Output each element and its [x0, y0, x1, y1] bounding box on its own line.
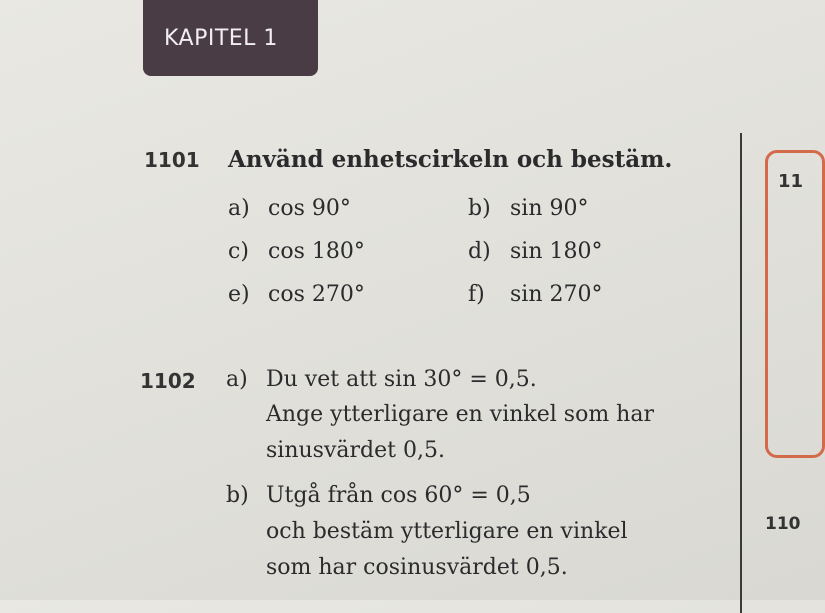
- part-a-line-2: Ange ytterligare en vinkel som har: [266, 402, 654, 427]
- part-a-label: a): [226, 367, 248, 392]
- item-expr-e: cos 270°: [268, 282, 365, 307]
- item-expr-b: sin 90°: [510, 196, 589, 221]
- item-label-b: b): [468, 196, 491, 221]
- item-expr-d: sin 180°: [510, 239, 603, 264]
- sidebar-bottom-number: 110: [765, 514, 801, 534]
- item-label-d: d): [468, 239, 491, 264]
- part-b-line-3: som har cosinusvärdet 0,5.: [266, 555, 568, 580]
- part-a-line-1: Du vet att sin 30° = 0,5.: [266, 367, 537, 392]
- sidebar-box: [765, 150, 825, 458]
- sidebar-top-number: 11: [778, 171, 804, 192]
- column-divider: [740, 133, 742, 613]
- item-expr-c: cos 180°: [268, 239, 365, 264]
- part-b-line-1: Utgå från cos 60° = 0,5: [266, 483, 531, 508]
- item-label-c: c): [228, 239, 249, 264]
- item-expr-f: sin 270°: [510, 282, 603, 307]
- chapter-tab: [143, 0, 318, 76]
- item-label-f: f): [468, 282, 485, 307]
- part-b-label: b): [226, 483, 249, 508]
- problem-number-1102: 1102: [140, 369, 196, 393]
- part-b-line-2: och bestäm ytterligare en vinkel: [266, 519, 628, 544]
- problem-1101-prompt: Använd enhetscirkeln och bestäm.: [228, 146, 673, 173]
- item-label-e: e): [228, 282, 250, 307]
- item-expr-a: cos 90°: [268, 196, 351, 221]
- problem-number-1101: 1101: [144, 148, 200, 172]
- part-a-line-3: sinusvärdet 0,5.: [266, 438, 445, 463]
- chapter-label: KAPITEL 1: [164, 26, 278, 51]
- item-label-a: a): [228, 196, 250, 221]
